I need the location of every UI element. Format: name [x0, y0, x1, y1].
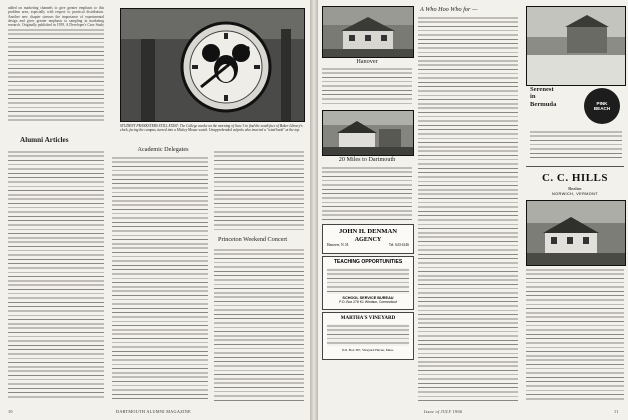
photo-caption: STUDENT PRANKSTERS STILL EXIST: The College awoke on the morning of June 3 to find the south face of Baker Library's clock, facing the campus, turned into a Mickey Mouse watch. Unapprehended culprits also inserted a "wind knob" at the top.: [120, 124, 303, 133]
page-gutter: [310, 0, 318, 420]
hanover-heading: Hanover: [356, 58, 378, 65]
hanover-house-photo: [322, 6, 414, 58]
col1-intro-text: added on marketing channels to give greater emphasis to this problem area, especially with respect to practical distribution. Another new chapter stresses the importance of experimental design and gives greater emphasis to sampling in marketing research. Originally published in 1959, A Developer's Case Study: [8, 6, 104, 28]
twenty-miles-heading: 20 Miles to Dartmouth: [338, 156, 396, 163]
vineyard-address: P.O. Box 367, Vineyard Haven, Mass.: [342, 348, 394, 352]
alumni-articles-heading: Alumni Articles: [20, 136, 69, 144]
pink-beach-label: PINK BEACH: [593, 100, 611, 111]
teaching-heading: TEACHING OPPORTUNITIES: [333, 259, 403, 265]
who-hoo-who-text-lines: [418, 16, 518, 402]
pink-beach-badge: [584, 88, 620, 124]
left-page-footer-title: DARTMOUTH ALUMNI MAGAZINE: [116, 409, 191, 414]
right-page: [318, 0, 628, 420]
hanover-house-illustration: [323, 7, 413, 57]
clock-photo: [120, 8, 305, 122]
denman-contact-row: [323, 243, 413, 247]
pink-beach-text-lines: [530, 130, 622, 160]
left-page: [0, 0, 310, 420]
teaching-text-lines: [327, 268, 409, 294]
twenty-miles-text-lines: [322, 166, 412, 220]
denman-location: Hanover, N. H.: [327, 243, 349, 247]
teaching-address: P.O. Box 278 K1 Windsor, Connecticut: [339, 300, 397, 304]
col3-body-lines-bottom: [214, 248, 304, 402]
princeton-concert-heading: Princeton Weekend Concert: [218, 236, 288, 243]
serenest-line2: in: [530, 93, 536, 101]
vineyard-text-lines: [327, 324, 409, 346]
col1-body-lines: [8, 150, 104, 400]
beach-illustration: [527, 7, 625, 85]
denman-agency-ad: [322, 224, 414, 254]
hanover-text-lines: [322, 67, 412, 107]
hills-location: NORWICH, VERMONT: [552, 192, 598, 196]
twenty-miles-photo: [322, 110, 414, 156]
academic-delegates-heading: Academic Delegates: [137, 146, 189, 153]
col2-body-lines: [112, 156, 208, 402]
hills-realtor: Realtor: [568, 186, 582, 191]
vineyard-heading: MARTHA'S VINEYARD: [340, 316, 396, 321]
farmhouse-illustration: [323, 111, 413, 155]
right-page-footer-issue: Issue of JULY 1966: [424, 409, 463, 414]
right-page-number: 11: [614, 409, 619, 414]
mickey-clock-illustration: [121, 9, 304, 121]
left-page-number: 10: [8, 409, 13, 414]
bermuda-photo: [526, 6, 626, 86]
hills-text-lines: [526, 268, 624, 402]
norwich-house-photo: [526, 200, 626, 266]
who-hoo-who-heading: A Who Hoo Who for —: [420, 6, 478, 13]
denman-phone: Tel. 643-4146: [388, 243, 409, 247]
denman-agency-label: AGENCY: [354, 236, 382, 243]
col1-intro-body-lines: [8, 28, 104, 124]
teaching-opportunities-ad: [322, 256, 414, 310]
denman-name: JOHN H. DENMAN: [338, 228, 398, 235]
marthas-vineyard-ad: [322, 312, 414, 360]
norwich-house-illustration: [527, 201, 625, 265]
hills-name: C. C. HILLS: [541, 172, 609, 184]
serenest-line1: Serenest: [530, 86, 554, 93]
hills-divider: [526, 166, 624, 167]
serenest-heading: [530, 86, 590, 108]
serenest-line3: Bermuda: [530, 100, 557, 108]
school-service-label: SCHOOL SERVICE BUREAU: [342, 296, 394, 300]
col3-body-lines-top: [214, 150, 304, 230]
